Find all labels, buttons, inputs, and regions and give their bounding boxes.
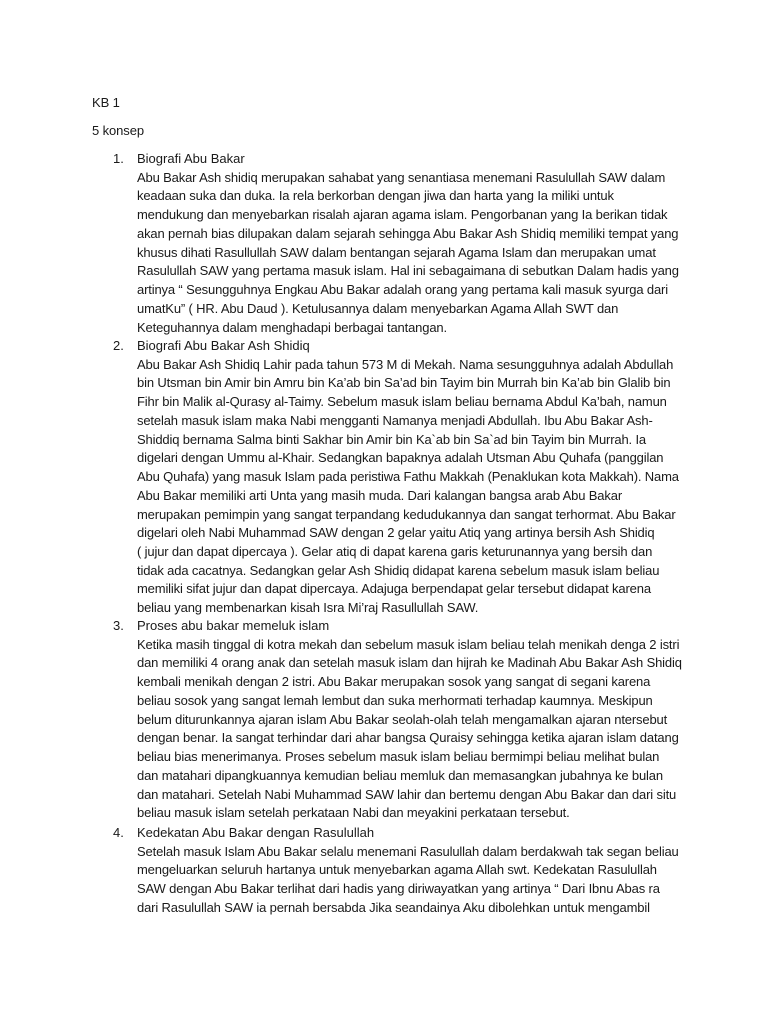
paragraph-line: beliau sosok yang sangat lemah lembut dan suka merhormati terhadap kaumnya. Meskipun <box>137 692 653 708</box>
list-item-title: Biografi Abu Bakar Ash Shidiq <box>137 338 310 353</box>
paragraph-line: SAW dengan Abu Bakar terlihat dari hadis yang diriwayatkan yang artinya “ Dari Ibnu Abas ra <box>137 881 660 897</box>
paragraph-line: keadaan suka dan duka. Ia rela berkorban dengan jiwa dan harta yang Ia miliki untuk <box>137 188 614 204</box>
document-subheading: 5 konsep <box>92 123 144 138</box>
paragraph-line: dan memiliki 4 orang anak dan setelah masuk islam dan hijrah ke Madinah Abu Bakar Ash Shidiq <box>137 655 682 671</box>
list-item-number: 1. <box>113 151 124 166</box>
paragraph-line: ( jujur dan dapat dipercaya ). Gelar atiq di dapat karena garis keturunannya yang bersih dan <box>137 543 653 559</box>
paragraph-line: Abu Bakar memiliki arti Unta yang masih muda. Dari kalangan bangsa arab Abu Bakar <box>137 487 622 503</box>
paragraph-line: dari Rasulullah SAW ia pernah bersabda Jika seandainya Aku dibolehkan untuk mengambil <box>137 899 650 915</box>
paragraph-line: memiliki sifat jujur dan dapat dipercaya. Adajuga berpendapat gelar tersebut didapat karena <box>137 581 651 597</box>
list-item-number: 4. <box>113 825 124 840</box>
list-item-title: Biografi Abu Bakar <box>137 151 245 166</box>
paragraph-line: Setelah masuk Islam Abu Bakar selalu menemani Rasulullah dalam berdakwah tak segan beliau <box>137 843 679 859</box>
paragraph-line: Fihr bin Malik al-Qurasy al-Taimy. Sebelum masuk islam beliau bernama Abdul Ka’bah, namun <box>137 394 667 410</box>
paragraph-line: dan matahari dipangkuannya kemudian beliau memluk dan memasangkan jubahnya ke bulan <box>137 767 663 783</box>
paragraph-line: bin Utsman bin Amir bin Amru bin Ka’ab bin Sa’ad bin Tayim bin Murrah bin Ka’ab bin Glalib bin <box>137 375 671 391</box>
paragraph-line: Abu Bakar Ash shidiq merupakan sahabat yang senantiasa menemani Rasulullah SAW dalam <box>137 169 666 185</box>
paragraph-line: beliau yang membenarkan kisah Isra Mi’raj Rasullullah SAW. <box>137 600 479 616</box>
paragraph-line: setelah masuk islam maka Nabi mengganti Namanya menjadi Abdullah. Ibu Abu Bakar Ash- <box>137 412 653 428</box>
paragraph-line: khusus dihati Rasullullah SAW dalam bentangan sejarah Agama Islam dan merupakan umat <box>137 244 656 260</box>
document-heading: KB 1 <box>92 95 120 110</box>
paragraph-line: Keteguhannya dalam menghadapi berbagai tantangan. <box>137 319 447 335</box>
paragraph-line: Abu Bakar Ash Shidiq Lahir pada tahun 573 M di Mekah. Nama sesungguhnya adalah Abdullah <box>137 356 674 372</box>
paragraph-line: kembali menikah dengan 2 istri. Abu Bakar merupakan sosok yang sangat di segani karena <box>137 674 651 690</box>
paragraph-line: merupakan pemimpin yang sangat terpandang kedudukannya dan sangat terhormat. Abu Bakar <box>137 506 676 522</box>
list-item-title: Kedekatan Abu Bakar dengan Rasulullah <box>137 825 375 840</box>
paragraph-line: Rasulullah SAW yang pertama masuk islam. Hal ini sebagaimana di sebutkan Dalam hadis yang <box>137 263 679 279</box>
paragraph-line: akan pernah bias dilupakan dalam sejarah sehingga Abu Bakar Ash Shidiq memiliki tempat yang <box>137 225 679 241</box>
paragraph-line: digelari dengan Ummu al-Khair. Sedangkan bapaknya adalah Utsman Abu Quhafa (panggilan <box>137 450 664 466</box>
paragraph-line: dengan benar. Ia sangat terhindar dari ahar bangsa Quraisy sehingga ketika ajaran islam datang <box>137 730 679 746</box>
paragraph-line: beliau masuk islam setelah perkataan Nabi dan meyakini perkataan tersebut. <box>137 805 570 821</box>
paragraph-line: Shiddiq bernama Salma binti Sakhar bin Amir bin Ka`ab bin Sa`ad bin Tayim bin Murrah. Ia <box>137 431 647 447</box>
paragraph-line: Abu Quhafa) yang masuk Islam pada peristiwa Fathu Makkah (Penaklukan kota Makkah). Nama <box>137 469 679 484</box>
paragraph-line: dan matahari. Setelah Nabi Muhammad SAW lahir dan bertemu dengan Abu Bakar dan dari situ <box>137 786 677 802</box>
list-item-number: 2. <box>113 338 124 353</box>
paragraph-line: beliau bias menerimanya. Proses sebelum masuk islam beliau bermimpi beliau melihat bulan <box>137 749 660 764</box>
list-item-title: Proses abu bakar memeluk islam <box>137 618 330 633</box>
paragraph-line: Ketika masih tinggal di kotra mekah dan sebelum masuk islam beliau telah menikah denga 2 istri <box>137 636 680 652</box>
paragraph-line: mengeluarkan seluruh hartanya untuk menyebarkan agama Allah swt. Kedekatan Rasulullah <box>137 862 657 878</box>
paragraph-line: umatKu” ( HR. Abu Daud ). Ketulusannya dalam menyebarkan Agama Allah SWT dan <box>137 300 619 316</box>
paragraph-line: digelari oleh Nabi Muhammad SAW dengan 2 gelar yaitu Atiq yang artinya bersih Ash Shidiq <box>137 525 655 541</box>
paragraph-line: artinya “ Sesungguhnya Engkau Abu Bakar adalah orang yang pertama kali masuk syurga dari <box>137 282 668 297</box>
paragraph-line: mendukung dan menyebarkan risalah ajaran agama islam. Pengorbanan yang Ia berikan tidak <box>137 207 668 223</box>
paragraph-line: belum diturunkannya ajaran islam Abu Bakar seolah-olah telah mengamalkan ajaran ntersebut <box>137 711 668 727</box>
paragraph-line: tidak ada cacatnya. Sedangkan gelar Ash Shidiq didapat karena sebelum masuk islam beliau <box>137 562 660 578</box>
list-item-number: 3. <box>113 618 124 633</box>
